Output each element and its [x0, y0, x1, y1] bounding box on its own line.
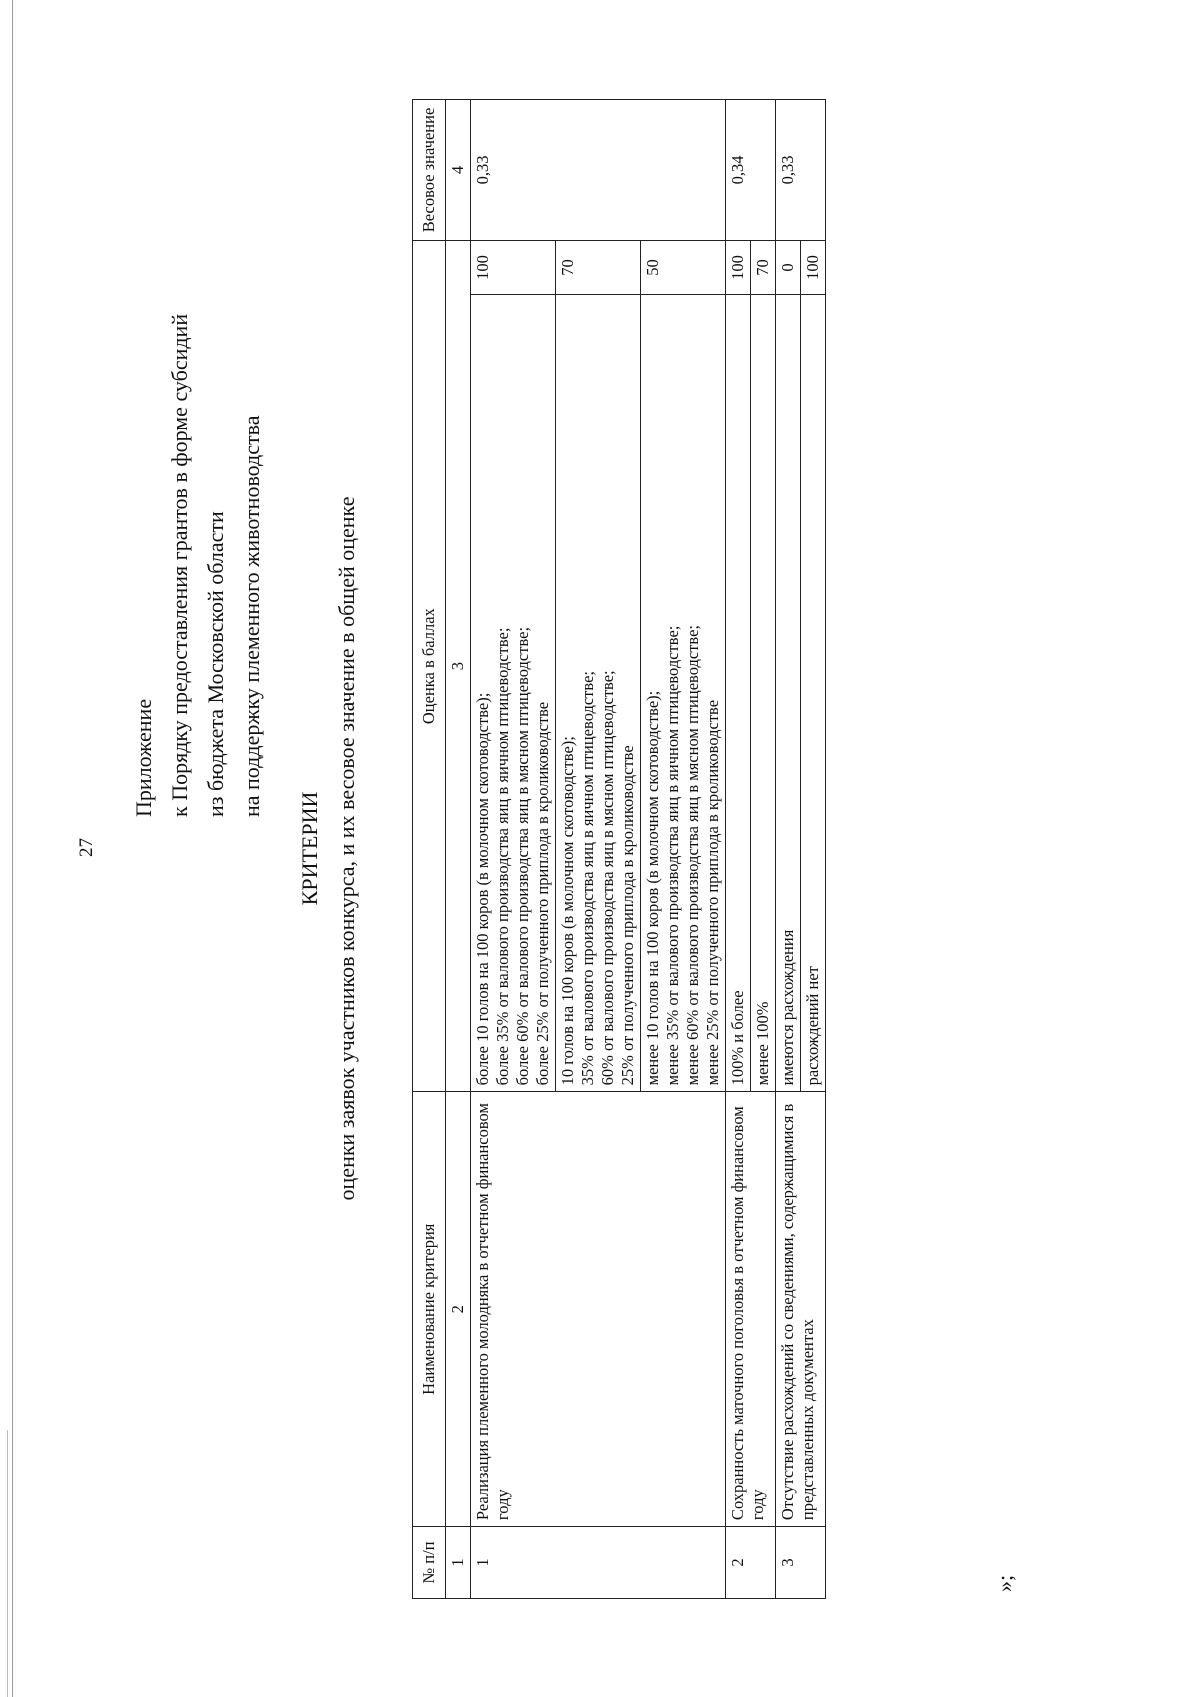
- table-row: [471, 100, 556, 1599]
- header-weight: Весовое значение: [413, 100, 446, 241]
- score-description: [726, 294, 751, 1091]
- header-num: № п/п: [413, 1527, 446, 1599]
- appendix-line: на поддержку племенного животноводства: [239, 415, 264, 817]
- description-line: 35% от валового производства яиц в яичном птицеводстве;: [578, 671, 597, 1086]
- criterion-name: Реализация племенного молодняка в отчетном финансовом году: [471, 1092, 726, 1527]
- table-row: [726, 100, 751, 1599]
- score-value: 100: [726, 240, 751, 294]
- weight-value: 0,34: [726, 100, 776, 241]
- description-line: более 10 голов на 100 коров (в молочном скотоводстве);: [473, 692, 492, 1086]
- description-line: имеются расхождения: [778, 929, 797, 1086]
- criterion-number: 1: [471, 1527, 726, 1599]
- table-row: [776, 100, 801, 1599]
- description-line: менее 35% от валового производства яиц в яичном птицеводстве;: [663, 625, 682, 1086]
- weight-value: 0,33: [471, 100, 726, 241]
- score-value: 0: [776, 240, 801, 294]
- description-line: 100% и более: [728, 990, 747, 1086]
- description-line: менее 10 голов на 100 коров (в молочном скотоводстве);: [643, 690, 662, 1086]
- closing-quote-mark: »;: [992, 1574, 1017, 1592]
- appendix-line: Приложение: [131, 698, 156, 817]
- score-description: [641, 294, 726, 1091]
- score-description: [556, 294, 641, 1091]
- description-line: более 60% от валового производства яиц в мясном птицеводстве;: [513, 626, 532, 1086]
- criterion-name: Отсутствие расхождений со сведениями, содержащимися в представленных документах: [776, 1092, 826, 1527]
- description-line: более 25% от полученного приплода в кролиководстве: [533, 701, 552, 1086]
- criterion-number: 3: [776, 1527, 826, 1599]
- score-value: 100: [801, 240, 826, 294]
- document-subtitle: оценки заявок участников конкурса, и их весовое значение в общей оценке: [334, 496, 359, 1201]
- score-value: 70: [556, 240, 641, 294]
- criteria-table: [412, 99, 826, 1599]
- description-line: 60% от валового производства яиц в мясном птицеводстве;: [598, 670, 617, 1086]
- index-cell: 2: [446, 1092, 471, 1527]
- page-number: 27: [76, 838, 97, 857]
- score-description: [776, 294, 801, 1091]
- description-line: 25% от полученного приплода в кролиководстве: [618, 745, 637, 1086]
- appendix-line: из бюджета Московской области: [203, 511, 228, 817]
- appendix-line: к Порядку предоставления грантов в форме субсидий: [167, 313, 192, 817]
- index-cell: 4: [446, 100, 471, 241]
- criterion-name: Сохранность маточного поголовья в отчетном финансовом году: [726, 1092, 776, 1527]
- document-title: КРИТЕРИИ: [297, 791, 322, 906]
- description-line: расхождений нет: [803, 966, 822, 1086]
- description-line: менее 60% от валового производства яиц в мясном птицеводстве;: [683, 625, 702, 1086]
- score-value: 50: [641, 240, 726, 294]
- appendix-block: [126, 314, 270, 817]
- score-value: 100: [471, 240, 556, 294]
- score-description: [751, 294, 776, 1091]
- description-line: 10 голов на 100 коров (в молочном скотоводстве);: [558, 736, 577, 1086]
- description-line: более 35% от валового производства яиц в яичном птицеводстве;: [493, 627, 512, 1086]
- description-line: менее 25% от полученного приплода в кролиководстве: [703, 699, 722, 1086]
- table-header-row: [413, 100, 446, 1599]
- description-line: менее 100%: [753, 1001, 772, 1086]
- weight-value: 0,33: [776, 100, 826, 241]
- score-description: [801, 294, 826, 1091]
- score-description: [471, 294, 556, 1091]
- table-index-row: [446, 100, 471, 1599]
- score-value: 70: [751, 240, 776, 294]
- index-cell: 3: [446, 240, 471, 1091]
- criterion-number: 2: [726, 1527, 776, 1599]
- header-score: Оценка в баллах: [413, 240, 446, 1091]
- header-name: Наименование критерия: [413, 1092, 446, 1527]
- index-cell: 1: [446, 1527, 471, 1599]
